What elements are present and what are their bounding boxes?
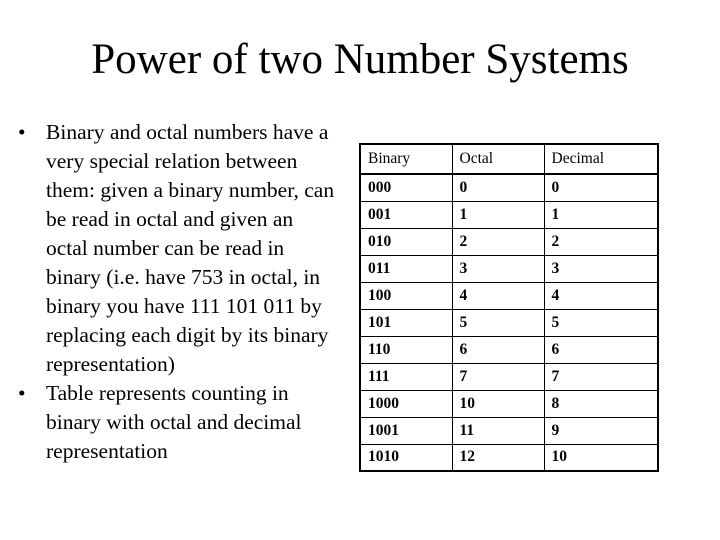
cell-binary: 100 xyxy=(360,282,452,309)
table-row xyxy=(360,363,658,390)
table-row xyxy=(360,201,658,228)
cell-decimal: 5 xyxy=(544,309,658,336)
cell-decimal: 8 xyxy=(544,390,658,417)
header-octal: Octal xyxy=(452,144,544,174)
bullet-icon: • xyxy=(18,120,26,144)
cell-octal: 4 xyxy=(452,282,544,309)
table-header-row xyxy=(360,144,658,174)
cell-decimal: 4 xyxy=(544,282,658,309)
cell-octal: 10 xyxy=(452,390,544,417)
cell-binary: 000 xyxy=(360,174,452,201)
cell-binary: 110 xyxy=(360,336,452,363)
slide-title: Power of two Number Systems xyxy=(91,36,629,83)
table-row xyxy=(360,174,658,201)
cell-binary: 111 xyxy=(360,363,452,390)
cell-octal: 6 xyxy=(452,336,544,363)
table-row xyxy=(360,390,658,417)
cell-decimal: 3 xyxy=(544,255,658,282)
cell-binary: 010 xyxy=(360,228,452,255)
bullet-icon: • xyxy=(18,381,26,405)
cell-binary: 1010 xyxy=(360,444,452,471)
bullet-text: Table represents counting in binary with octal and decimal representation xyxy=(46,381,302,463)
cell-binary: 101 xyxy=(360,309,452,336)
cell-octal: 11 xyxy=(452,417,544,444)
table-row xyxy=(360,336,658,363)
cell-decimal: 7 xyxy=(544,363,658,390)
bullet-text: Binary and octal numbers have a very special relation between them: given a binary number, can be read in octal and given an octal number can be read in binary (i.e. have 753 in octal, in binary you have 111 101 011 by replacing each digit by its binary representation) xyxy=(46,120,335,376)
cell-binary: 1001 xyxy=(360,417,452,444)
bullet-item xyxy=(18,379,340,466)
number-systems-table xyxy=(359,143,659,472)
table-row xyxy=(360,282,658,309)
cell-octal: 2 xyxy=(452,228,544,255)
bullet-item xyxy=(18,118,340,379)
table-row xyxy=(360,309,658,336)
cell-octal: 3 xyxy=(452,255,544,282)
cell-octal: 12 xyxy=(452,444,544,471)
cell-binary: 011 xyxy=(360,255,452,282)
table-row xyxy=(360,417,658,444)
header-binary: Binary xyxy=(360,144,452,174)
table-row xyxy=(360,255,658,282)
header-decimal: Decimal xyxy=(544,144,658,174)
cell-octal: 7 xyxy=(452,363,544,390)
cell-decimal: 0 xyxy=(544,174,658,201)
table-row xyxy=(360,228,658,255)
cell-octal: 0 xyxy=(452,174,544,201)
table-row xyxy=(360,444,658,471)
cell-decimal: 6 xyxy=(544,336,658,363)
cell-decimal: 10 xyxy=(544,444,658,471)
bullet-list xyxy=(18,118,340,466)
cell-decimal: 9 xyxy=(544,417,658,444)
cell-binary: 1000 xyxy=(360,390,452,417)
cell-decimal: 1 xyxy=(544,201,658,228)
cell-binary: 001 xyxy=(360,201,452,228)
cell-octal: 1 xyxy=(452,201,544,228)
cell-decimal: 2 xyxy=(544,228,658,255)
cell-octal: 5 xyxy=(452,309,544,336)
